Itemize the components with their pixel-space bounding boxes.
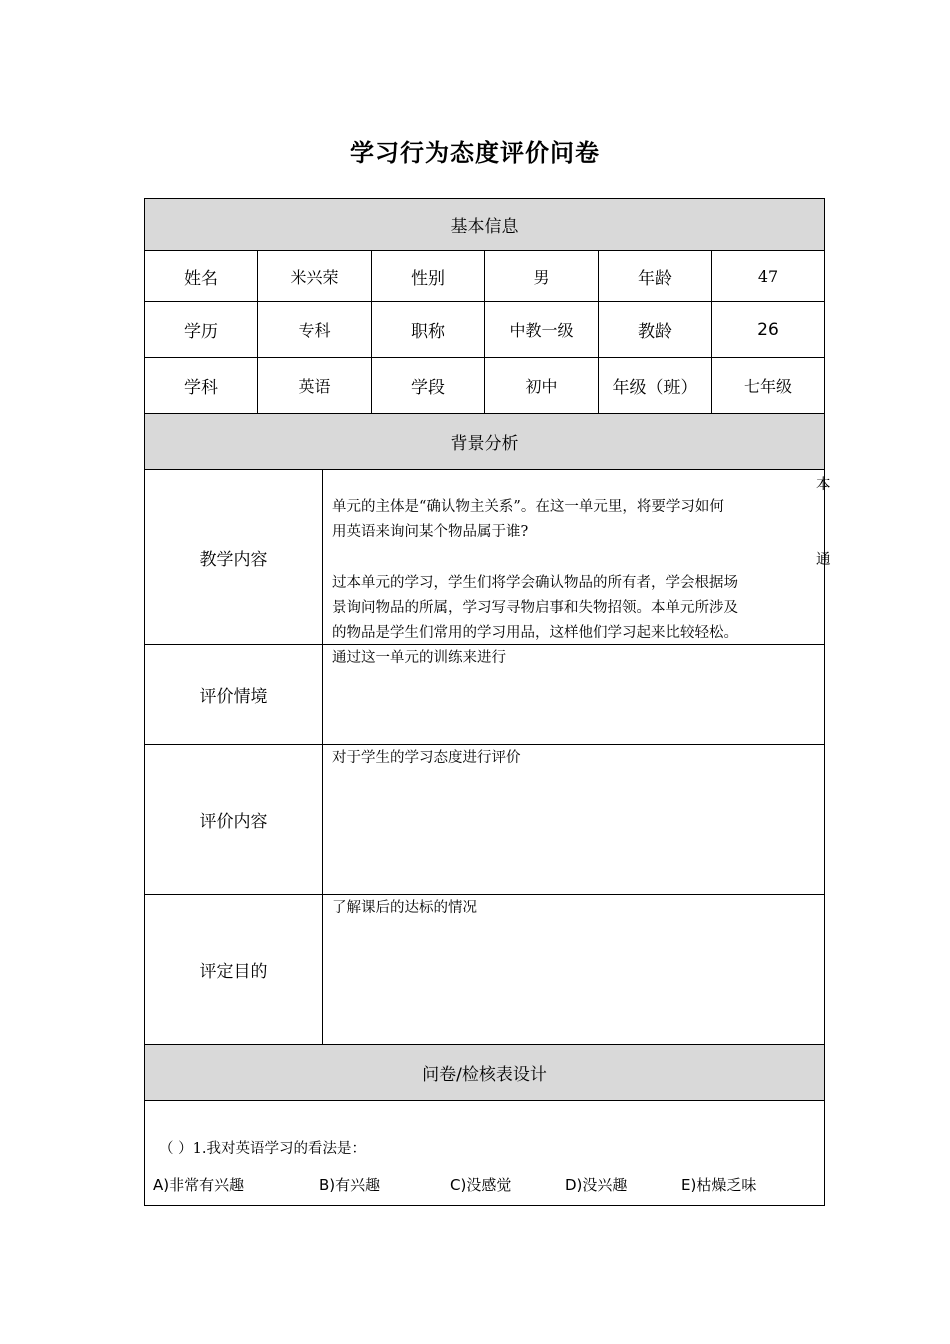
professional-title-value: 中教一级 [485,302,599,358]
evaluation-purpose-text: 了解课后的达标的情况 [332,900,477,916]
overflow-char-1: 本 [816,477,831,493]
question-1-option-e: E)枯燥乏味 [681,1176,757,1194]
question-1-option-d: D)没兴趣 [565,1176,628,1194]
evaluation-purpose-label: 评定目的 [145,895,323,1045]
grade-value: 七年级 [712,358,824,414]
grade-label: 年级（班） [599,358,712,414]
teaching-content-p2-line1: 过本单元的学习，学生们将学会确认物品的所有者，学会根据场 [332,575,738,591]
education-label: 学历 [145,302,258,358]
teaching-content-p1-line1: 单元的主体是“确认物主关系”。在这一单元里，将要学习如何 [332,499,724,515]
age-label: 年龄 [599,251,712,302]
stage-value: 初中 [485,358,599,414]
gender-value: 男 [485,251,599,302]
teaching-content-label: 教学内容 [145,470,323,645]
evaluation-context-text: 通过这一单元的训练来进行 [332,650,506,666]
name-value: 米兴荣 [258,251,372,302]
question-1-option-c: C)没感觉 [450,1176,512,1194]
teaching-content-p1-line2: 用英语来询问某个物品属于谁? [332,524,529,540]
question-1-option-a: A)非常有兴趣 [153,1176,245,1194]
section-header-basic: 基本信息 [145,199,824,251]
education-value: 专科 [258,302,372,358]
question-1-option-b: B)有兴趣 [319,1176,381,1194]
overflow-char-2: 通 [816,552,831,568]
evaluation-form [144,198,825,1206]
section-header-background: 背景分析 [145,414,824,470]
stage-label: 学段 [372,358,485,414]
gender-label: 性别 [372,251,485,302]
question-1-text: （ ）1.我对英语学习的看法是： [159,1141,366,1157]
teaching-years-label: 教龄 [599,302,712,358]
teaching-years-value: 26 [712,302,824,358]
evaluation-content-label: 评价内容 [145,745,323,895]
subject-label: 学科 [145,358,258,414]
evaluation-context-label: 评价情境 [145,645,323,745]
name-label: 姓名 [145,251,258,302]
age-value: 47 [712,251,824,302]
teaching-content-p2-line2: 景询问物品的所属，学习写寻物启事和失物招领。本单元所涉及 [332,600,738,616]
page-title: 学习行为态度评价问卷 [350,139,600,167]
professional-title-label: 职称 [372,302,485,358]
teaching-content-p2-line3: 的物品是学生们常用的学习用品，这样他们学习起来比较轻松。 [332,625,738,641]
subject-value: 英语 [258,358,372,414]
section-header-questionnaire: 问卷/检核表设计 [145,1045,824,1101]
evaluation-content-text: 对于学生的学习态度进行评价 [332,750,521,766]
